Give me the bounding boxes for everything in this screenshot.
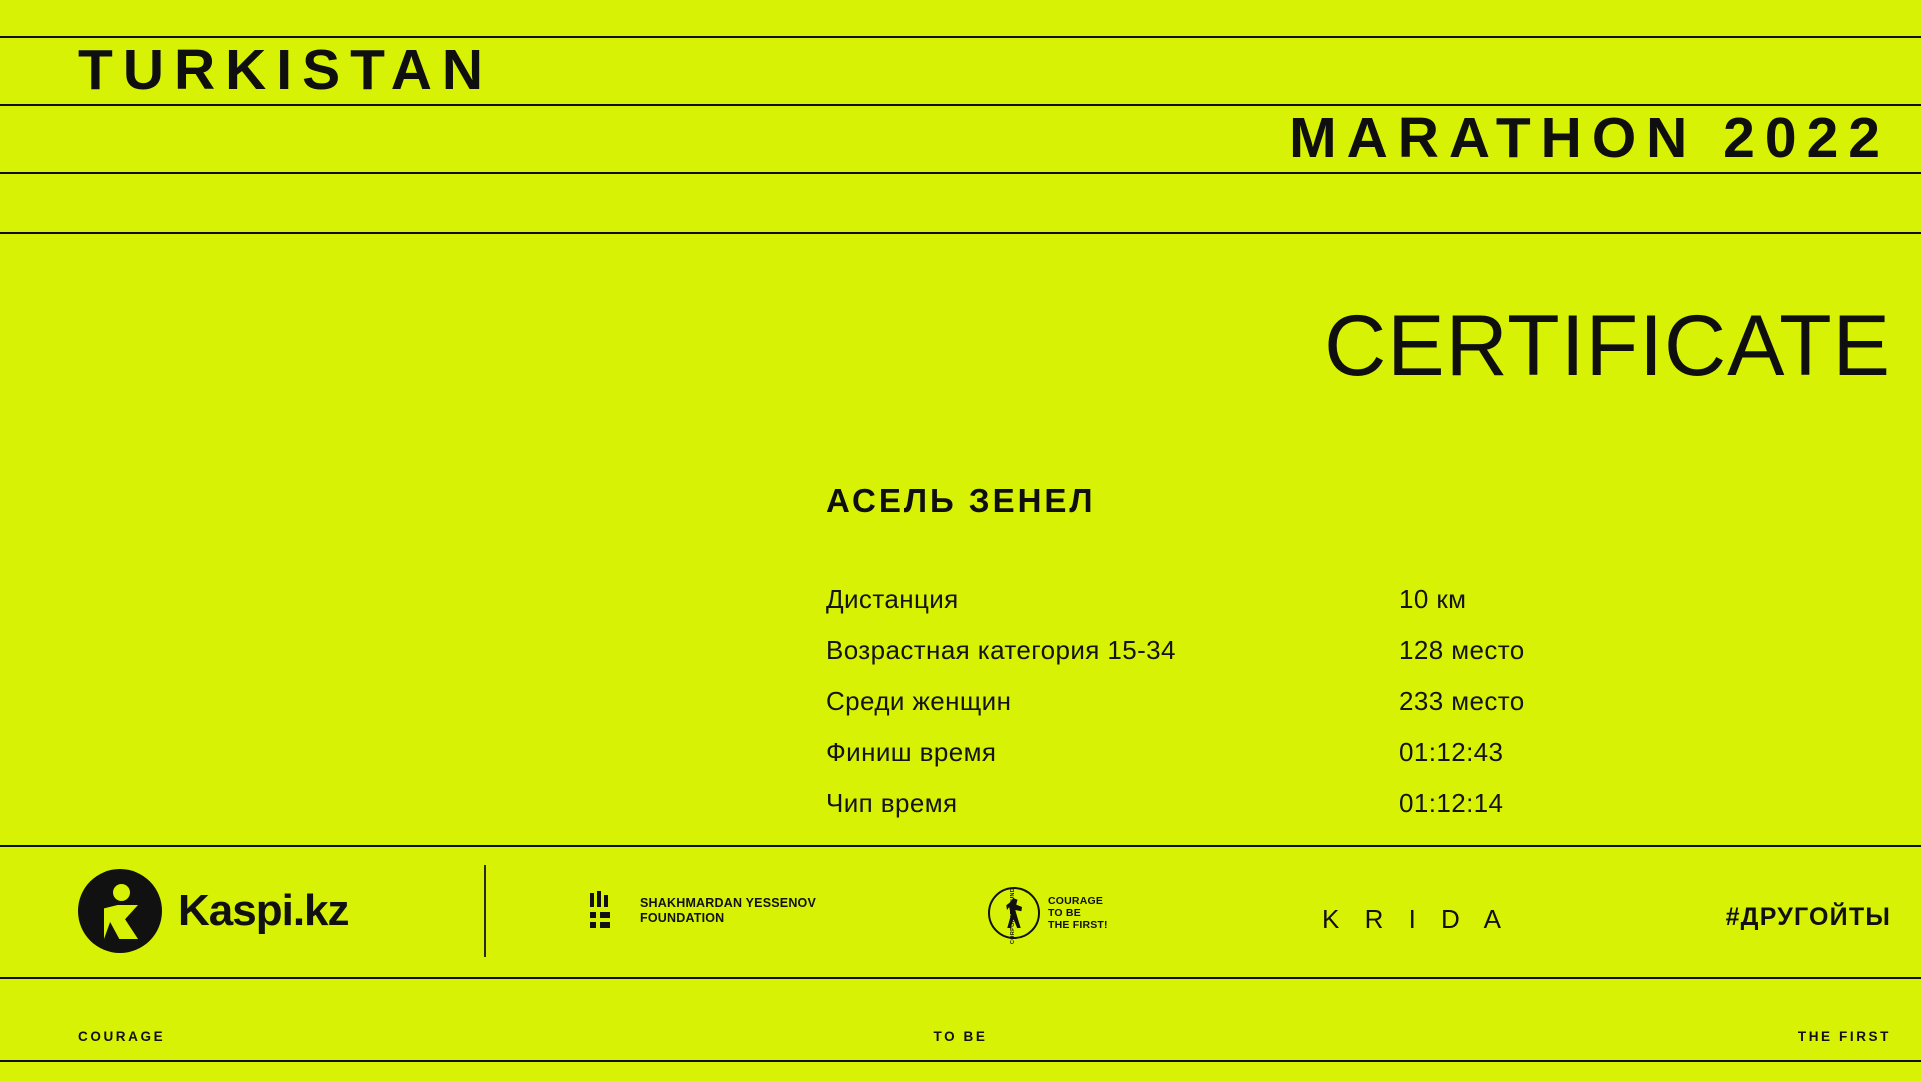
slogan-center: TO BE <box>933 1029 988 1044</box>
yessenov-wordmark <box>640 896 816 926</box>
detail-row <box>826 634 1626 685</box>
sponsor-krida: K R I D A <box>1322 904 1510 934</box>
kaspi-wordmark: Kaspi.kz <box>178 886 349 935</box>
detail-value: 10 км <box>1399 584 1467 614</box>
detail-label: Дистанция <box>826 584 959 614</box>
slogan-left: COURAGE <box>78 1029 166 1044</box>
event-title-line-2: MARATHON 2022 <box>1289 106 1890 170</box>
corporate-fund-arc-text: CORPORATE FUND <box>1010 887 1016 944</box>
footer-slogan <box>0 1029 1921 1051</box>
corporate-fund-seal-icon <box>988 887 1040 944</box>
slogan-right: THE FIRST <box>1797 1029 1891 1044</box>
sponsor-divider <box>484 865 486 957</box>
page-title: CERTIFICATE <box>1324 298 1891 394</box>
detail-row <box>826 787 1626 838</box>
sponsor-strip <box>0 847 1921 977</box>
sponsor-yessenov-foundation <box>588 891 816 931</box>
detail-label: Среди женщин <box>826 686 1012 716</box>
sponsor-kaspi <box>78 869 349 953</box>
yessenov-bars-icon <box>588 891 628 931</box>
detail-value: 01:12:14 <box>1399 788 1504 818</box>
divider-rule-7 <box>0 1060 1921 1062</box>
corporate-fund-line-3: THE FIRST! <box>1048 919 1108 931</box>
detail-label: Чип время <box>826 788 958 818</box>
sponsor-drugoity-hashtag: #ДРУГОЙТЫ <box>1725 903 1891 931</box>
corporate-fund-wordmark <box>1048 895 1108 931</box>
sponsor-corporate-fund <box>988 887 1108 944</box>
detail-value: 128 место <box>1399 635 1525 665</box>
divider-rule-6 <box>0 977 1921 979</box>
detail-row <box>826 685 1626 736</box>
detail-row <box>826 583 1626 634</box>
corporate-fund-line-1: COURAGE <box>1048 895 1104 907</box>
recipient-name: АСЕЛЬ ЗЕНЕЛ <box>826 482 1096 519</box>
corporate-fund-line-2: TO BE <box>1048 907 1081 919</box>
kaspi-logo-icon <box>78 869 162 953</box>
detail-label: Финиш время <box>826 737 997 767</box>
detail-label: Возрастная категория 15-34 <box>826 635 1176 665</box>
yessenov-line-1: SHAKHMARDAN YESSENOV <box>640 896 817 910</box>
yessenov-line-2: FOUNDATION <box>640 911 725 925</box>
detail-row <box>826 736 1626 787</box>
detail-value: 01:12:43 <box>1399 737 1504 767</box>
detail-value: 233 место <box>1399 686 1525 716</box>
event-title-line-1: TURKISTAN <box>78 38 494 102</box>
divider-rule-4 <box>0 232 1921 234</box>
divider-rule-3 <box>0 172 1921 174</box>
result-details <box>826 583 1626 838</box>
